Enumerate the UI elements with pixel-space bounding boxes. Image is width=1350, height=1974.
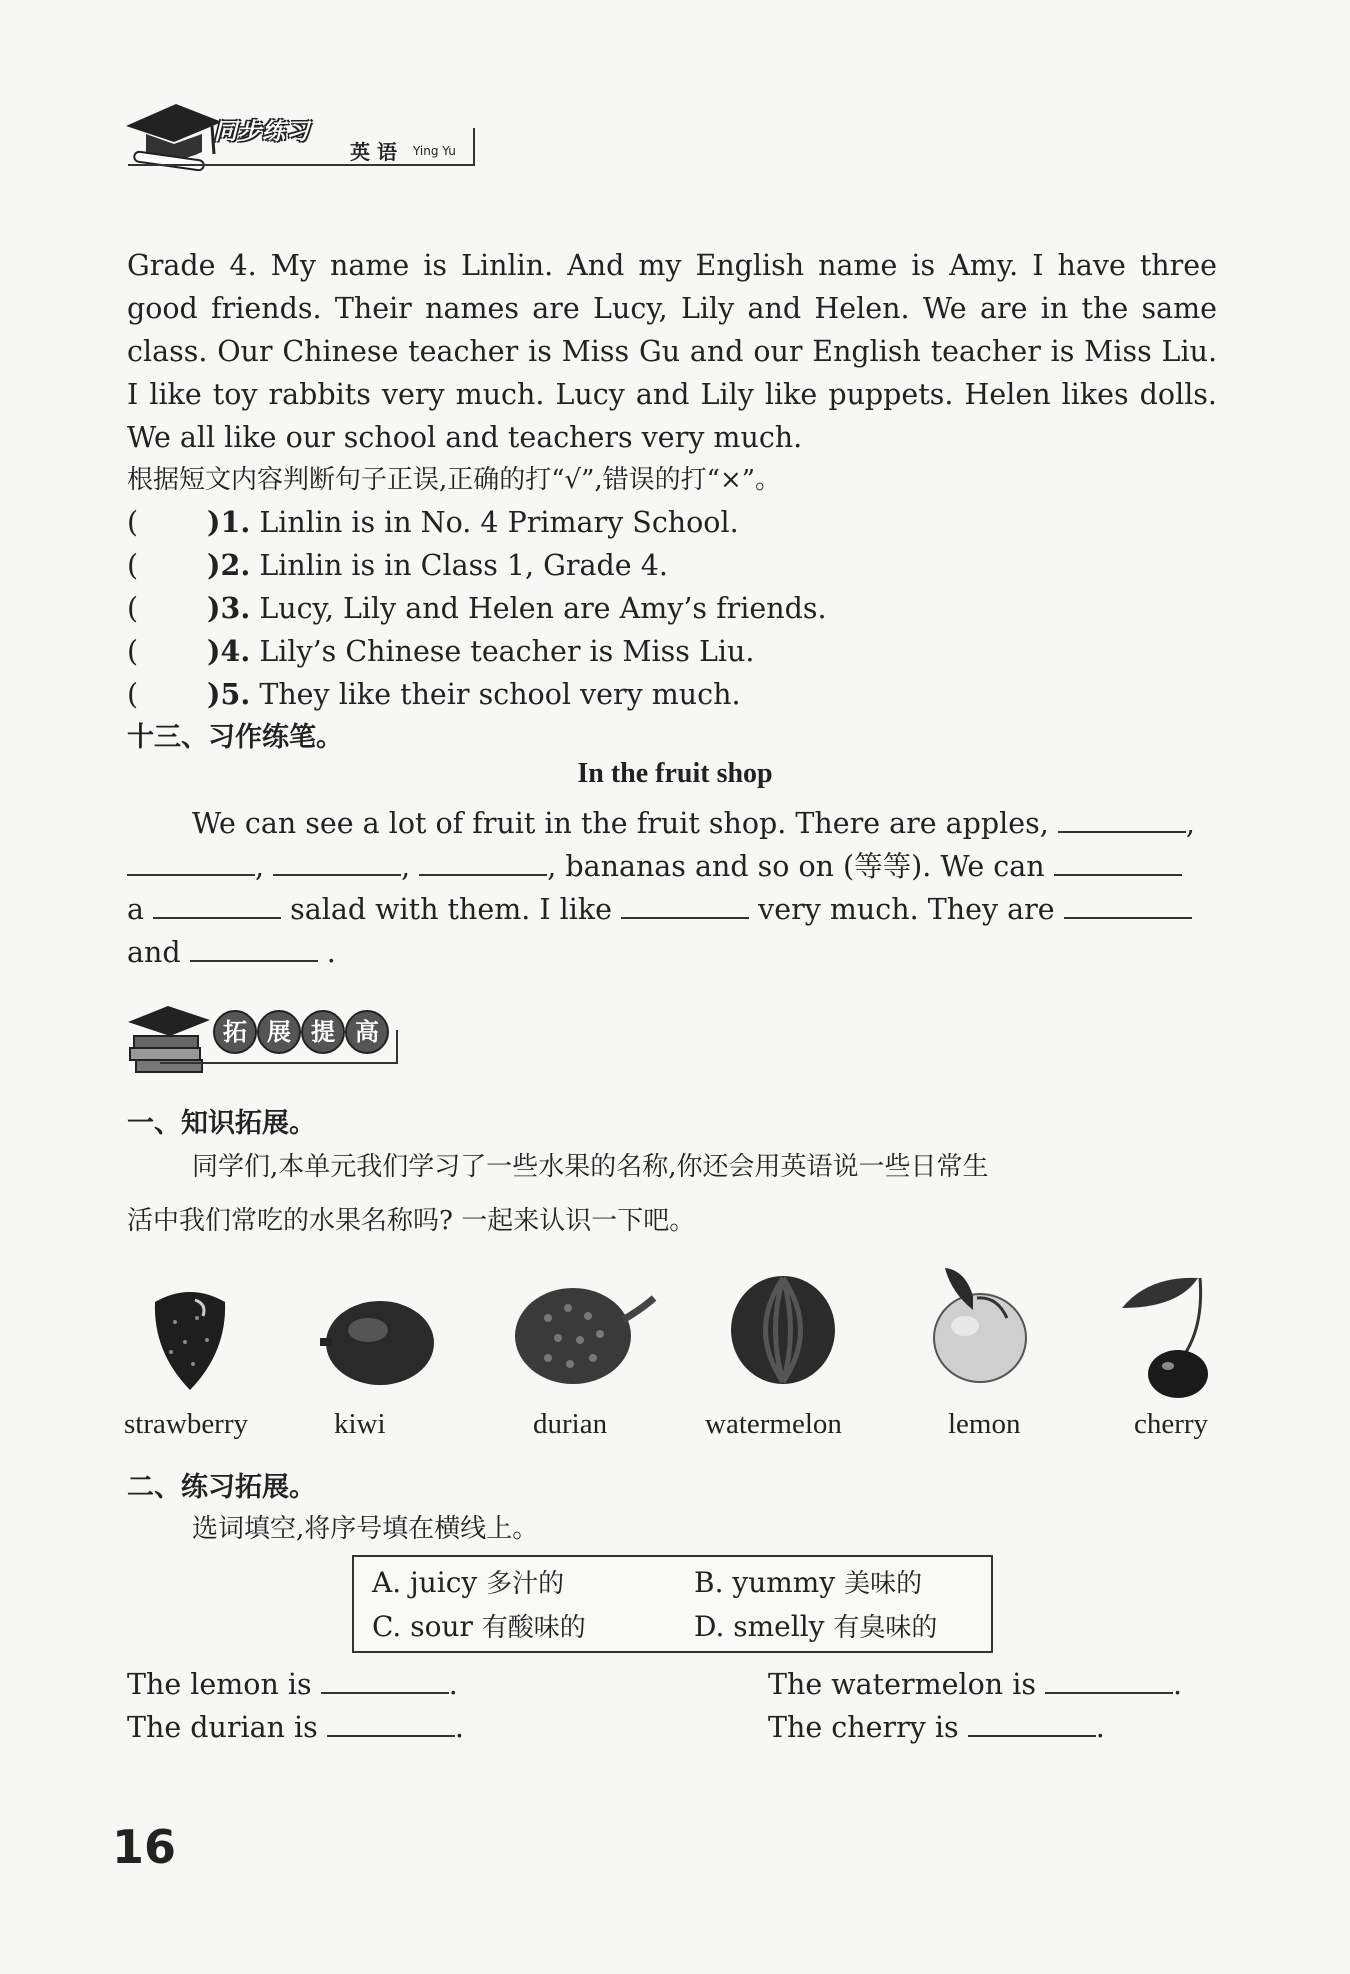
- blank-2[interactable]: [127, 844, 255, 876]
- essay-line-2: , , , bananas and so on (等等). We can: [127, 844, 1182, 888]
- fruit-label-kiwi: kiwi: [334, 1408, 386, 1440]
- true-false-item-3[interactable]: ( )3. Lucy, Lily and Helen are Amy’s friends.: [127, 591, 827, 625]
- lemon-icon: [925, 1266, 1035, 1386]
- true-false-item-5[interactable]: ( )5. They like their school very much.: [127, 677, 741, 711]
- essay-line-3: a salad with them. I like very much. They are: [127, 887, 1192, 931]
- blank-7[interactable]: [621, 887, 749, 919]
- blank-4[interactable]: [419, 844, 547, 876]
- badge-4: 高: [345, 1010, 389, 1054]
- badge-1: 拓: [213, 1010, 257, 1054]
- knowledge-text-1: 同学们,本单元我们学习了一些水果的名称,你还会用英语说一些日常生: [192, 1152, 989, 1182]
- knowledge-text-2: 活中我们常吃的水果名称吗? 一起来认识一下吧。: [127, 1206, 696, 1236]
- practice-instruction: 选词填空,将序号填在横线上。: [192, 1514, 539, 1544]
- true-false-item-4[interactable]: ( )4. Lily’s Chinese teacher is Miss Liu.: [127, 634, 755, 668]
- page-number: 16: [112, 1820, 177, 1874]
- choice-a: A. juicy 多汁的: [372, 1566, 565, 1599]
- blank-lemon[interactable]: [321, 1662, 449, 1694]
- fruit-label-watermelon: watermelon: [705, 1408, 842, 1440]
- fruit-label-cherry: cherry: [1134, 1408, 1209, 1440]
- knowledge-section-title: 一、知识拓展。: [127, 1108, 316, 1139]
- badge-2: 展: [257, 1010, 301, 1054]
- subject-label: 英 语: [350, 140, 397, 164]
- durian-icon: [508, 1278, 658, 1388]
- brand-title: 同步练习: [214, 119, 310, 145]
- badge-3: 提: [301, 1010, 345, 1054]
- fill-cherry: The cherry is .: [768, 1705, 1105, 1749]
- blank-1[interactable]: [1058, 801, 1186, 833]
- essay-title: In the fruit shop: [577, 758, 773, 789]
- strawberry-icon: [145, 1282, 235, 1392]
- fruit-label-durian: durian: [533, 1408, 608, 1440]
- blank-watermelon[interactable]: [1045, 1662, 1173, 1694]
- fruit-label-lemon: lemon: [948, 1408, 1021, 1440]
- true-false-item-1[interactable]: ( )1. Linlin is in No. 4 Primary School.: [127, 505, 739, 539]
- blank-6[interactable]: [153, 887, 281, 919]
- blank-5[interactable]: [1054, 844, 1182, 876]
- choice-b: B. yummy 美味的: [694, 1566, 923, 1599]
- fill-durian: The durian is .: [127, 1705, 464, 1749]
- blank-8[interactable]: [1064, 887, 1192, 919]
- choice-c: C. sour 有酸味的: [372, 1610, 586, 1643]
- practice-section-title: 二、练习拓展。: [127, 1472, 316, 1503]
- blank-cherry[interactable]: [968, 1705, 1096, 1737]
- word-choice-box: [352, 1555, 993, 1653]
- watermelon-icon: [728, 1272, 838, 1387]
- cherry-icon: [1118, 1268, 1228, 1398]
- fill-watermelon: The watermelon is .: [768, 1662, 1182, 1706]
- fill-lemon: The lemon is .: [127, 1662, 458, 1706]
- true-false-item-2[interactable]: ( )2. Linlin is in Class 1, Grade 4.: [127, 548, 668, 582]
- fruit-label-strawberry: strawberry: [124, 1408, 249, 1440]
- reading-instruction: 根据短文内容判断句子正误,正确的打“√”,错误的打“×”。: [127, 465, 782, 495]
- essay-line-4: and .: [127, 930, 336, 974]
- blank-durian[interactable]: [327, 1705, 455, 1737]
- writing-section-title: 十三、习作练笔。: [127, 722, 343, 753]
- blank-9[interactable]: [190, 930, 318, 962]
- subject-pinyin: Ying Yu: [413, 144, 456, 158]
- essay-line-1: We can see a lot of fruit in the fruit shop. There are apples, ,: [192, 801, 1195, 845]
- kiwi-icon: [318, 1298, 438, 1388]
- reading-passage: Grade 4. My name is Linlin. And my English name is Amy. I have three good friends. Their names are Lucy, Lily and Helen. We are in the same class. Our Chinese teacher is Miss Gu and our English teacher is Miss Liu. I like toy rabbits very much. Lucy and Lily like puppets. Helen likes dolls. We all like our school and teachers very much.: [127, 249, 1217, 454]
- choice-d: D. smelly 有臭味的: [694, 1610, 938, 1643]
- blank-3[interactable]: [273, 844, 401, 876]
